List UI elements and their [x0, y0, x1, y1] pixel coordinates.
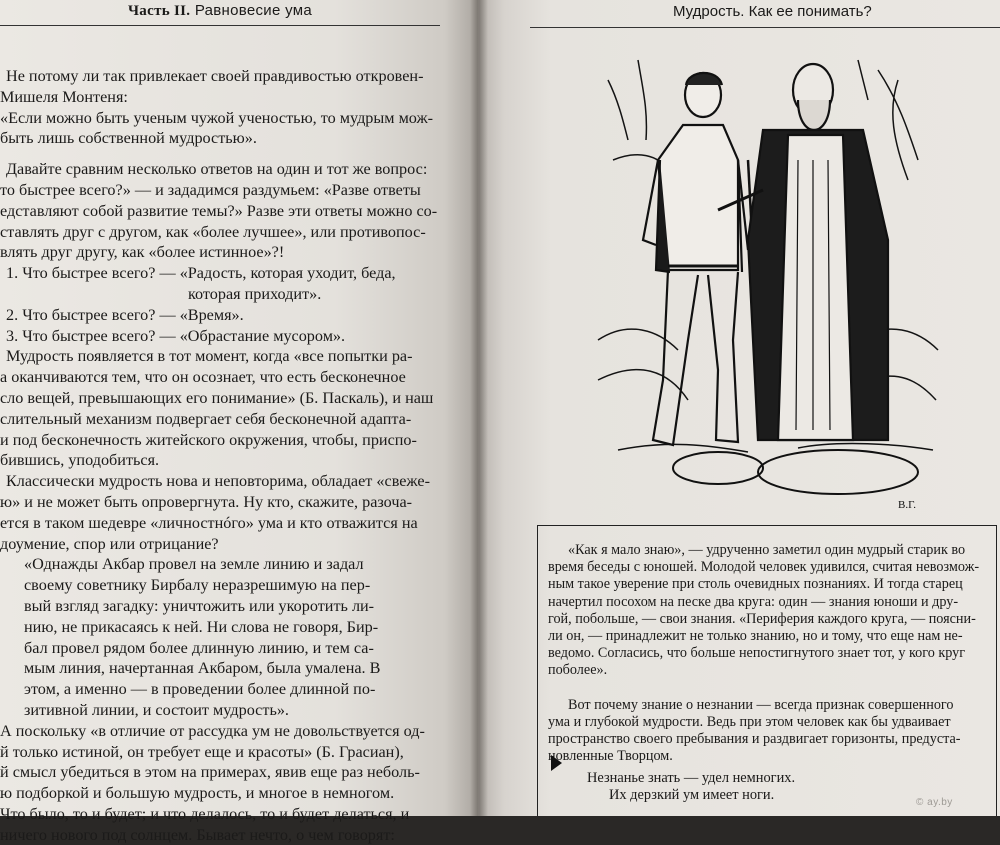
parable-line: начертил посохом на песке два круга: один — знания юноши и дру- [548, 593, 959, 610]
text-line: быть лишь собственной мудростью». [0, 129, 257, 148]
text-line: сло вещей, превышающих его понимание» (Б. Паскаль), и наш [0, 388, 434, 407]
list-item: 3. Что быстрее всего? — «Обрастание мусором». [6, 326, 346, 345]
anecdote-line: вый взгляд загадку: уничтожить или укоротить ли- [24, 596, 375, 615]
text-line: А поскольку «в отличие от рассудка ум не довольствуется од- [0, 721, 425, 740]
parable-line: время беседы с юношей. Молодой человек удивился, считая невозмож- [548, 559, 980, 576]
left-page [0, 0, 478, 844]
anecdote-line: зитивной линии, и состоит мудрость». [24, 700, 289, 719]
illustration-signature: В.Г. [898, 499, 916, 511]
anecdote-line: этом, а именно — в проведении более длинной по- [24, 680, 376, 699]
part-label: Часть II. [128, 3, 191, 19]
part-title: Равновесие ума [194, 2, 312, 19]
parable-line: гой, побольше, — свои знания. «Периферия каждого круга, — поясни- [548, 610, 976, 627]
left-body-text [0, 66, 470, 845]
right-running-head: Мудрость. Как ее понимать? [673, 3, 872, 20]
left-running-head [128, 2, 312, 20]
parable-line: ведомо. Согласись, что больше непостигнутого знает тот, у кого круг [548, 645, 966, 662]
parable-line: ным такое уверение при столь очевидных познаниях. И тогда старец [548, 576, 963, 593]
text-line: ничего нового под солнцем. Бывает нечто, о чем говорят: [0, 825, 395, 844]
text-line: Давайте сравним несколько ответов на один и тот же вопрос: [6, 160, 428, 179]
parable-line: Вот почему знание о незнании — всегда признак совершенного [568, 696, 954, 713]
text-line: бившись, уподобиться. [0, 451, 160, 470]
verse-line: Незнанье знать — удел немногих. [587, 770, 796, 786]
anecdote-line: своему советнику Бирбалу неразрешимую на пер- [24, 576, 371, 595]
sage-and-youth-illustration [598, 40, 938, 522]
parable-line: новленные Творцом. [548, 748, 673, 765]
book-gutter [470, 0, 488, 816]
head-rule [0, 25, 440, 26]
right-page [478, 0, 1000, 816]
text-line: ставлять друг с другом, как «более лучшее», или противопос- [0, 222, 426, 241]
anecdote-line: мым линия, начертанная Акбаром, была умалена. В [24, 659, 381, 678]
watermark: © ay.by [916, 797, 953, 808]
text-line: Не потому ли так привлекает своей правдивостью откровен- [6, 67, 424, 85]
list-item: 1. Что быстрее всего? — «Радость, которая уходит, беда, [6, 264, 396, 283]
text-line: ю подборкой и большую мудрость, и многое в немногом. [0, 784, 395, 803]
text-line: и под бесконечность житейского окружения, чтобы, приспо- [0, 430, 417, 449]
text-line: й только истиной, он требует еще и красоты» (Б. Грасиан), [0, 742, 404, 761]
parable-line: «Как я мало знаю», — удрученно заметил один мудрый старик во [568, 542, 966, 558]
text-line: слительный механизм подвергает себя бесконечной адапта- [0, 409, 412, 428]
text-line: Мишеля Монтеня: [0, 87, 128, 106]
text-line: ется в таком шедевре «личностнóго» ума и кто отважится на [0, 513, 418, 532]
text-line: а оканчиваются тем, что он осознает, что есть бесконечное [0, 368, 406, 387]
text-line: доумение, спор или отрицание? [0, 534, 219, 553]
text-line: Что было, то и будет; и что делалось, то и будет делаться, и [0, 804, 410, 823]
parable-line: пространство своего пребывания и раздвигает горизонты, предуста- [548, 730, 961, 747]
anecdote-line: бал провел рядом более длинную линию, и тем са- [24, 638, 374, 657]
head-rule [530, 27, 1000, 28]
text-line: ю» и не может быть опровергнута. Ну кто, скажите, разоча- [0, 492, 413, 511]
list-item-cont: которая приходит». [188, 284, 322, 303]
parable-line: ли он, — принадлежит не только знанию, но и тому, что еще нам не- [548, 627, 963, 644]
text-line: едставляют собой развитие темы?» Разве эти ответы можно со- [0, 201, 438, 220]
parable-line: поболее». [548, 662, 608, 679]
text-line: Мудрость появляется в тот момент, когда «все попытки ра- [6, 347, 413, 366]
anecdote-line: «Однажды Акбар провел на земле линию и задал [24, 555, 364, 574]
parable-box [537, 525, 997, 816]
parable-line: ума и глубокой мудрости. Ведь при этом человек как бы удваивает [548, 713, 951, 730]
verse [587, 770, 795, 804]
text-line: влять друг другу, как «более истинное»?! [0, 243, 285, 262]
text-line: то быстрее всего?» — и зададимся раздумьем: «Разве ответы [0, 180, 421, 199]
elder-figure [718, 64, 888, 440]
parable-text [548, 542, 988, 765]
text-line: «Если можно быть ученым чужой ученостью, то мудрым мож- [0, 108, 434, 127]
youth-figure [643, 73, 763, 445]
text-line: й смысл убедиться в этом на примерах, явив еще раз неболь- [0, 763, 420, 782]
anecdote-line: нию, не прикасаясь к ней. Ни слова не говоря, Бир- [24, 617, 379, 636]
text-line: Классически мудрость нова и неповторима, обладает «свеже- [6, 472, 430, 491]
list-item: 2. Что быстрее всего? — «Время». [6, 305, 244, 324]
triangle-marker-icon [551, 755, 562, 771]
verse-line: Их дерзкий ум имеет ноги. [609, 787, 775, 804]
